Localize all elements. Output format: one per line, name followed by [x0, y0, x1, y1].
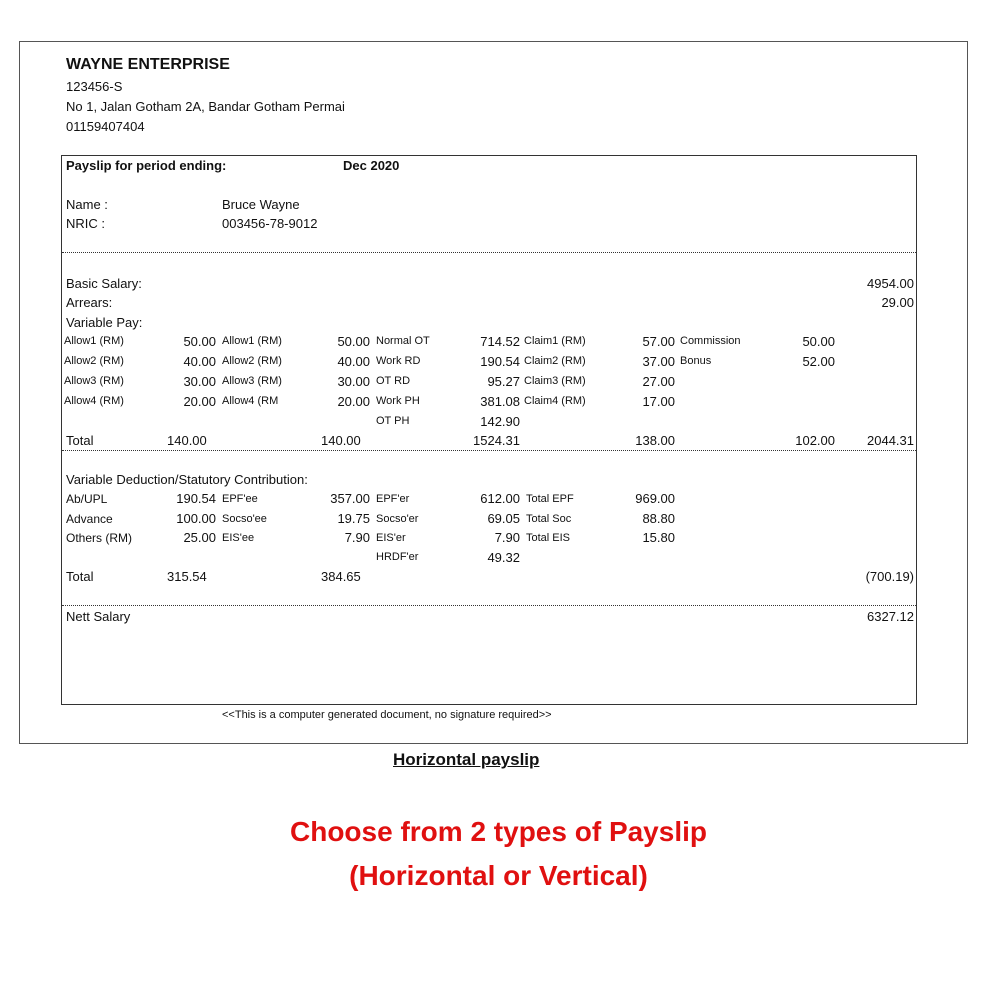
- ded-label: EPF'ee: [222, 493, 258, 505]
- earn-label: Allow2 (RM): [64, 355, 124, 367]
- earn-value: 190.54: [480, 354, 520, 369]
- deductions-total-label: Total: [66, 569, 94, 584]
- earn-value: 50.00: [337, 334, 370, 349]
- earn-value: 714.52: [480, 334, 520, 349]
- earn-label: OT RD: [376, 375, 411, 387]
- ded-value: 19.75: [337, 511, 370, 526]
- earnings-total-5: 102.00: [795, 433, 835, 448]
- earnings-grand-total: 2044.31: [867, 433, 914, 448]
- earnings-total-1: 140.00: [167, 433, 207, 448]
- earn-value: 20.00: [337, 394, 370, 409]
- nett-salary-label: Nett Salary: [66, 609, 131, 624]
- company-phone: 01159407404: [66, 119, 145, 134]
- earn-value: 17.00: [642, 394, 675, 409]
- ded-value: 88.80: [642, 511, 675, 526]
- divider: [62, 252, 916, 253]
- period-value: Dec 2020: [343, 158, 400, 173]
- promo-line-1: Choose from 2 types of Payslip: [290, 816, 707, 847]
- deductions-total-1: 315.54: [167, 569, 207, 584]
- ded-label: Socso'ee: [222, 513, 267, 525]
- ded-label: Ab/UPL: [66, 492, 108, 506]
- earn-label: Allow4 (RM): [64, 395, 124, 407]
- ded-label: HRDF'er: [376, 551, 419, 563]
- earn-label: Allow3 (RM): [222, 375, 282, 387]
- caption: Horizontal payslip: [393, 750, 540, 769]
- earn-value: 20.00: [183, 394, 216, 409]
- divider: [62, 450, 916, 451]
- ded-value: 25.00: [183, 530, 216, 545]
- earn-value: 27.00: [642, 374, 675, 389]
- earn-label: Claim2 (RM): [524, 355, 586, 367]
- earn-label: Allow1 (RM): [222, 335, 282, 347]
- basic-salary-label: Basic Salary:: [66, 276, 142, 291]
- ded-label: Others (RM): [66, 531, 132, 545]
- ded-value: 969.00: [635, 491, 675, 506]
- company-reg-no: 123456-S: [66, 79, 123, 94]
- earn-label: Allow1 (RM): [64, 335, 124, 347]
- deductions-heading: Variable Deduction/Statutory Contribution:: [66, 472, 308, 487]
- earn-label: Work PH: [376, 395, 420, 407]
- ded-value: 357.00: [330, 491, 370, 506]
- earn-value: 57.00: [642, 334, 675, 349]
- earn-value: 381.08: [480, 394, 520, 409]
- earn-label: OT PH: [376, 415, 410, 427]
- earn-value: 52.00: [802, 354, 835, 369]
- arrears-value: 29.00: [881, 295, 914, 310]
- ded-label: Total EIS: [526, 532, 571, 544]
- ded-value: 190.54: [176, 491, 216, 506]
- ded-label: EIS'ee: [222, 532, 255, 544]
- earn-label: Allow2 (RM): [222, 355, 282, 367]
- ded-value: 49.32: [487, 550, 520, 565]
- earn-value: 30.00: [337, 374, 370, 389]
- promo-line-2: (Horizontal or Vertical): [349, 860, 648, 891]
- company-name: WAYNE ENTERPRISE: [66, 56, 230, 73]
- ded-value: 7.90: [494, 530, 520, 545]
- earn-label: Claim3 (RM): [524, 375, 586, 387]
- footer-note: <<This is a computer generated document, no signature required>>: [222, 709, 552, 721]
- earn-label: Allow4 (RM: [222, 395, 279, 407]
- earn-value: 40.00: [183, 354, 216, 369]
- earn-label: Work RD: [376, 355, 421, 367]
- nric-value: 003456-78-9012: [222, 216, 318, 231]
- earnings-total-2: 140.00: [321, 433, 361, 448]
- ded-value: 7.90: [344, 530, 370, 545]
- ded-label: EIS'er: [376, 532, 406, 544]
- earn-label: Bonus: [680, 355, 712, 367]
- company-address: No 1, Jalan Gotham 2A, Bandar Gotham Permai: [66, 99, 345, 114]
- earnings-total-3: 1524.31: [473, 433, 520, 448]
- deductions-total-2: 384.65: [321, 569, 361, 584]
- earnings-total-4: 138.00: [635, 433, 675, 448]
- earn-label: Allow3 (RM): [64, 375, 124, 387]
- nett-salary-value: 6327.12: [867, 609, 914, 624]
- earn-value: 95.27: [487, 374, 520, 389]
- earn-value: 30.00: [183, 374, 216, 389]
- earn-value: 50.00: [183, 334, 216, 349]
- ded-label: Socso'er: [376, 513, 419, 525]
- ded-value: 15.80: [642, 530, 675, 545]
- ded-value: 69.05: [487, 511, 520, 526]
- earn-value: 37.00: [642, 354, 675, 369]
- earn-value: 40.00: [337, 354, 370, 369]
- earn-label: Claim1 (RM): [524, 335, 586, 347]
- name-value: Bruce Wayne: [222, 197, 300, 212]
- earn-label: Normal OT: [376, 335, 430, 347]
- payslip-box: [61, 155, 917, 705]
- earn-label: Claim4 (RM): [524, 395, 586, 407]
- variable-pay-label: Variable Pay:: [66, 315, 143, 330]
- arrears-label: Arrears:: [66, 295, 113, 310]
- ded-label: Advance: [66, 512, 113, 526]
- ded-value: 612.00: [480, 491, 520, 506]
- ded-label: EPF'er: [376, 493, 410, 505]
- ded-label: Total EPF: [526, 493, 574, 505]
- period-label: Payslip for period ending:: [66, 158, 227, 173]
- earn-value: 142.90: [480, 414, 520, 429]
- basic-salary-value: 4954.00: [867, 276, 914, 291]
- ded-value: 100.00: [176, 511, 216, 526]
- earnings-total-label: Total: [66, 433, 94, 448]
- earn-label: Commission: [680, 335, 741, 347]
- divider: [62, 605, 916, 606]
- deductions-grand-total: (700.19): [865, 569, 914, 584]
- ded-label: Total Soc: [526, 513, 572, 525]
- name-label: Name :: [66, 197, 108, 212]
- nric-label: NRIC :: [66, 216, 105, 231]
- earn-value: 50.00: [802, 334, 835, 349]
